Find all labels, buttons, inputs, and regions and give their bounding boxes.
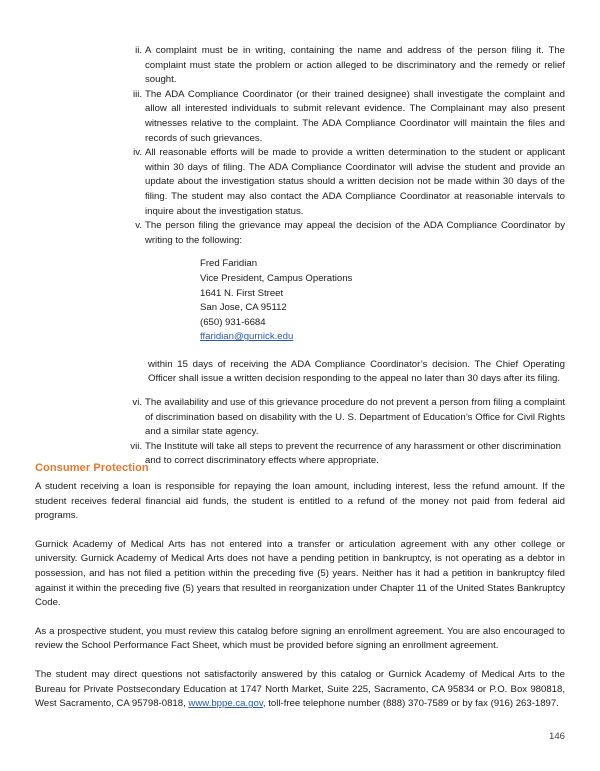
appeal-continuation-paragraph: within 15 days of receiving the ADA Compliance Coordinator’s decision. The Chief Operating Officer shall issue a written decision responding to the appeal no later than 30 days after its filing. — [148, 358, 565, 385]
bppe-text-after-link: , toll-free telephone number (888) 370-7589 or by fax (916) 263-1897. — [262, 698, 559, 710]
list-marker: v. — [135, 220, 142, 232]
page-title: Consumer Protection — [35, 462, 149, 474]
list-item-text: The ADA Compliance Coordinator (or their trained designee) shall investigate the complaint and allow all interested individuals to submit relevant evidence. The Complainant may also present witnesses relative to the complaint. The ADA Compliance Coordinator will maintain the files and records of such grievances. — [145, 88, 565, 144]
list-marker: vi. — [132, 397, 142, 409]
contact-city-state-zip: San Jose, CA 95112 — [200, 302, 287, 314]
list-marker: ii. — [135, 45, 142, 56]
grievance-procedure-list — [0, 44, 600, 469]
list-item — [0, 146, 600, 219]
contact-name: Fred Faridian — [200, 258, 258, 270]
contact-street: 1641 N. First Street — [200, 287, 284, 299]
list-marker: iv. — [133, 147, 142, 159]
paragraph: A student receiving a loan is responsible for repaying the loan amount, including interest, less the refund amount. If the student receives federal financial aid funds, the student is entitled to a refund of the money not paid from federal aid programs. — [35, 481, 565, 522]
list-item-text: All reasonable efforts will be made to provide a written determination to the student or applicant within 30 days of filing. The ADA Compliance Coordinator will advise the student and provide an update about the investigation status should a written decision not be made within 30 days of the filing. The student may also contact the ADA Compliance Coordinator at reasonable intervals to inquire about the investigation status. — [145, 147, 565, 217]
appeal-contact-address — [200, 257, 600, 345]
list-item — [0, 219, 600, 248]
list-marker: iii. — [132, 88, 142, 100]
bppe-text-before-link: The student may direct questions not satisfactorily answered by this catalog or Gurnick Academy of Medical Arts to the Bureau for Private Postsecondary Education at 1747 North Market, Suite 225, Sacramento, CA 95834 or P.O. Box 980818, West Sacramento, CA 95798-0818, — [35, 668, 565, 710]
bppe-contact-paragraph — [35, 668, 565, 712]
list-item — [0, 44, 600, 88]
contact-title: Vice President, Campus Operations — [200, 272, 353, 284]
list-item-text: A complaint must be in writing, containing the name and address of the person filing it. The complaint must state the problem or action alleged to be discriminatory and the remedy or relief sought. — [145, 45, 565, 86]
paragraph: Gurnick Academy of Medical Arts has not entered into a transfer or articulation agreement with any other college or university. Gurnick Academy of Medical Arts does not have a pending petition in bankruptcy, is not operating as a debtor in possession, and has not filed a petition within the preceding five (5) years. Neither has it had a petition in bankruptcy filed against it within the preceding five (5) years that resulted in reorganization under Chapter 11 of the United States Bankruptcy Code. — [35, 538, 565, 609]
contact-phone: (650) 931-6684 — [200, 316, 266, 328]
list-item-text: The availability and use of this grievance procedure do not prevent a person from filing a complaint of discrimination based on disability with the U. S. Department of Education’s Office for Civil Rights and a similar state agency. — [145, 397, 565, 438]
bppe-website-link[interactable]: www.bppe.ca.gov — [188, 698, 263, 710]
list-item-text: The Institute will take all steps to prevent the recurrence of any harassment or other discrimination and to correct discriminatory effects where appropriate. — [145, 440, 561, 467]
page-number: 146 — [548, 731, 565, 742]
consumer-protection-body — [35, 480, 565, 712]
list-marker: vii. — [130, 440, 142, 452]
list-item — [0, 88, 600, 146]
spacer — [0, 387, 600, 396]
paragraph: As a prospective student, you must review this catalog before signing an enrollment agreement. You are also encouraged to review the School Performance Fact Sheet, which must be provided before signing an enrollment agreement. — [35, 625, 565, 652]
list-item-text: The person filing the grievance may appeal the decision of the ADA Compliance Coordinator by writing to the following: — [145, 220, 565, 246]
contact-email-link[interactable]: ffaridian@gurnick.edu — [200, 331, 294, 343]
list-item — [0, 396, 600, 440]
